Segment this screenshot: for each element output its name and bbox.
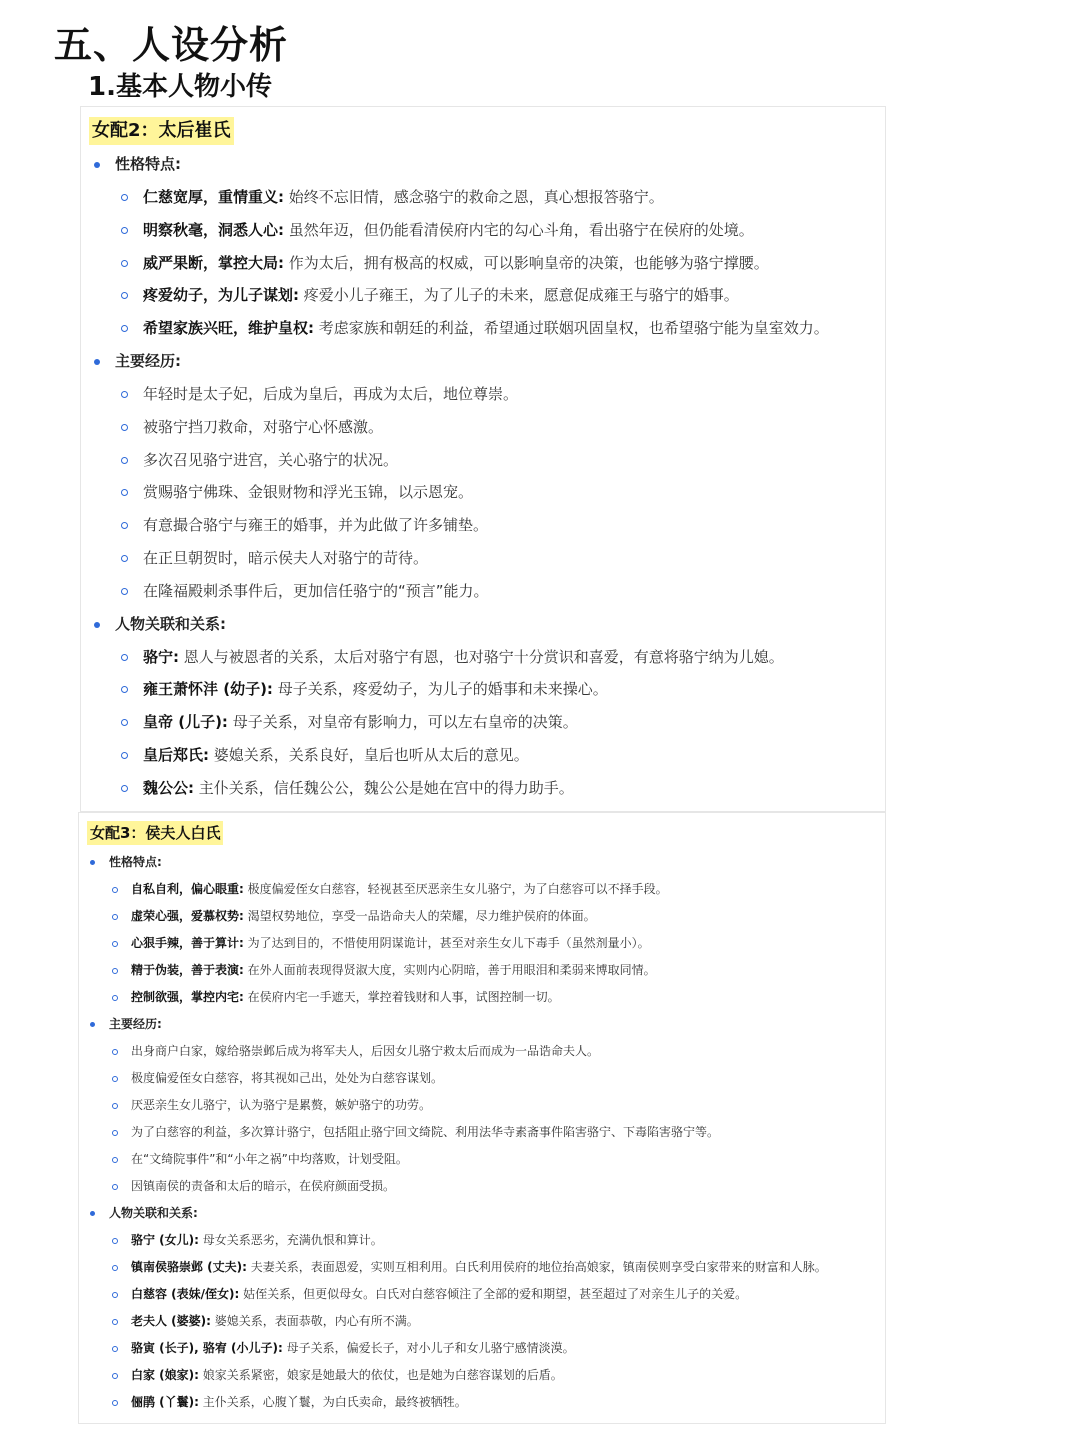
- section-heading: [87, 849, 885, 876]
- bullet-circle-icon: [121, 424, 128, 431]
- item-label: 老夫人 (婆婆):: [131, 1314, 211, 1328]
- sub-list: [87, 1227, 885, 1416]
- bullet-dot-icon: [94, 162, 100, 168]
- bullet-circle-icon: [112, 1373, 118, 1379]
- item-text: 作为太后，拥有极高的权威，可以影响皇帝的决策，也能够为骆宁撑腰。: [284, 253, 769, 272]
- item-text: 在隆福殿刺杀事件后，更加信任骆宁的“预言”能力。: [143, 581, 489, 600]
- bullet-circle-icon: [112, 1103, 118, 1109]
- bullet-circle-icon: [112, 1157, 118, 1163]
- item-text: 疼爱小儿子雍王，为了儿子的未来，愿意促成雍王与骆宁的婚事。: [299, 286, 739, 305]
- item-text: 考虑家族和朝廷的利益，希望通过联姻巩固皇权，也希望骆宁能为皇室效力。: [314, 319, 829, 338]
- item-label: 仁慈宽厚，重情重义:: [143, 188, 284, 206]
- item-label: 精于伪装，善于表演:: [131, 963, 244, 977]
- bullet-dot-icon: [90, 1022, 95, 1027]
- item-text: 厌恶亲生女儿骆宁，认为骆宁是累赘，嫉妒骆宁的功劳。: [131, 1098, 432, 1112]
- bullet-circle-icon: [112, 941, 118, 947]
- item-text: 母子关系，对皇帝有影响力，可以左右皇帝的决策。: [227, 713, 578, 732]
- section: [87, 1011, 885, 1200]
- item-text: 母子关系，偏爱长子，对小儿子和女儿骆宁感情淡漠。: [282, 1341, 575, 1355]
- list-item: [89, 673, 885, 706]
- bullet-circle-icon: [121, 654, 128, 661]
- list-item: [87, 1308, 885, 1335]
- list-item: [89, 509, 885, 542]
- list-item: [87, 930, 885, 957]
- item-text: 在“文绮院事件”和“小年之祸”中均落败，计划受阻。: [131, 1152, 408, 1166]
- card-title: 女配3：侯夫人白氏: [87, 821, 223, 845]
- item-text: 年轻时是太子妃，后成为皇后，再成为太后，地位尊崇。: [143, 384, 519, 403]
- item-label: 明察秋毫，洞悉人心:: [143, 220, 284, 239]
- subsection-heading: 1.基本人物小传: [88, 72, 272, 102]
- item-label: 威严果断，掌控大局:: [143, 253, 284, 272]
- bullet-circle-icon: [121, 457, 128, 464]
- item-label: 白慈容 (表妹/侄女):: [131, 1287, 240, 1301]
- bullet-circle-icon: [121, 227, 128, 234]
- list-item: [89, 411, 885, 444]
- item-text: 主仆关系，心腹丫鬟，为白氏卖命，最终被牺牲。: [198, 1395, 467, 1409]
- item-label: 骆宁 (女儿):: [131, 1233, 199, 1247]
- list-item: [89, 706, 885, 739]
- item-text: 被骆宁挡刀救命，对骆宁心怀感激。: [143, 417, 384, 436]
- item-text: 母女关系恶劣，充满仇恨和算计。: [198, 1233, 383, 1247]
- list-item: [89, 772, 885, 805]
- sub-list: [89, 641, 885, 805]
- bullet-circle-icon: [121, 588, 128, 595]
- item-label: 自私自利，偏心眼重:: [131, 882, 244, 896]
- item-label: 魏公公:: [143, 778, 194, 797]
- list-item: [87, 1335, 885, 1362]
- item-text: 主仆关系，信任魏公公，魏公公是她在宫中的得力助手。: [194, 778, 574, 797]
- bullet-circle-icon: [121, 325, 128, 332]
- item-text: 婆媳关系，关系良好，皇后也听从太后的意见。: [209, 745, 529, 764]
- card-sections: [87, 849, 885, 1416]
- section-heading: [89, 608, 885, 641]
- item-label: 骆寅 (长子), 骆宥 (小儿子):: [131, 1341, 283, 1355]
- item-text: 赏赐骆宁佛珠、金银财物和浮光玉锦，以示恩宠。: [143, 483, 474, 502]
- bullet-circle-icon: [112, 995, 118, 1001]
- bullet-circle-icon: [112, 1346, 118, 1352]
- list-item: [89, 181, 885, 214]
- item-text: 出身商户白家，嫁给骆崇邺后成为将军夫人，后因女儿骆宁救太后而成为一品诰命夫人。: [131, 1044, 600, 1058]
- list-item: [87, 1146, 885, 1173]
- item-text: 虽然年迈，但仍能看清侯府内宅的勾心斗角，看出骆宁在侯府的处境。: [284, 220, 754, 239]
- bullet-circle-icon: [121, 785, 128, 792]
- section-heading-text: 人物关联和关系:: [115, 614, 226, 633]
- item-text: 娘家关系紧密，娘家是她最大的依仗，也是她为白慈容谋划的后盾。: [198, 1368, 563, 1382]
- item-text: 姑侄关系，但更似母女。白氏对白慈容倾注了全部的爱和期望，甚至超过了对亲生儿子的关爱。: [239, 1287, 748, 1301]
- list-item: [87, 903, 885, 930]
- bullet-dot-icon: [94, 359, 100, 365]
- list-item: [87, 1065, 885, 1092]
- item-text: 在外人面前表现得贤淑大度，实则内心阴暗，善于用眼泪和柔弱来博取同情。: [243, 963, 656, 977]
- item-text: 夫妻关系，表面恩爱，实则互相利用。白氏利用侯府的地位抬高娘家，镇南侯则享受白家带来的财富和人脉。: [246, 1260, 827, 1274]
- bullet-circle-icon: [121, 292, 128, 299]
- list-item: [89, 444, 885, 477]
- item-label: 白家 (娘家):: [131, 1368, 199, 1382]
- item-text: 母子关系，疼爱幼子，为儿子的婚事和未来操心。: [272, 680, 608, 699]
- bullet-circle-icon: [112, 1319, 118, 1325]
- item-label: 心狠手辣，善于算计:: [131, 936, 244, 950]
- bullet-circle-icon: [121, 522, 128, 529]
- item-label: 皇后郑氏:: [143, 745, 209, 764]
- item-label: 俪鹃 (丫鬟):: [131, 1395, 199, 1409]
- list-item: [89, 378, 885, 411]
- bullet-circle-icon: [121, 489, 128, 496]
- list-item: [89, 279, 885, 312]
- item-text: 渴望权势地位，享受一品诰命夫人的荣耀，尽力维护侯府的体面。: [243, 909, 596, 923]
- section-heading-text: 性格特点:: [109, 855, 162, 869]
- section-heading-text: 主要经历:: [115, 351, 181, 370]
- item-label: 控制欲强，掌控内宅:: [131, 990, 244, 1004]
- list-item: [87, 1173, 885, 1200]
- list-item: [89, 575, 885, 608]
- section: [89, 148, 885, 345]
- section: [89, 608, 885, 805]
- bullet-circle-icon: [112, 1265, 118, 1271]
- section: [87, 849, 885, 1011]
- list-item: [89, 312, 885, 345]
- bullet-circle-icon: [112, 1130, 118, 1136]
- bullet-circle-icon: [121, 686, 128, 693]
- bullet-circle-icon: [112, 1238, 118, 1244]
- bullet-circle-icon: [121, 555, 128, 562]
- sub-list: [87, 1038, 885, 1200]
- bullet-circle-icon: [121, 391, 128, 398]
- list-item: [87, 957, 885, 984]
- list-item: [89, 214, 885, 247]
- item-text: 始终不忘旧情，感念骆宁的救命之恩，真心想报答骆宁。: [284, 188, 664, 206]
- list-item: [89, 247, 885, 280]
- list-item: [87, 1119, 885, 1146]
- list-item: [87, 1281, 885, 1308]
- section-heading-text: 性格特点:: [115, 155, 181, 173]
- item-label: 骆宁:: [143, 647, 179, 666]
- bullet-circle-icon: [112, 887, 118, 893]
- item-text: 在侯府内宅一手遮天，掌控着钱财和人事，试图控制一切。: [243, 990, 560, 1004]
- bullet-circle-icon: [121, 194, 128, 201]
- character-card-taihou: [80, 106, 886, 812]
- section-heading: [89, 148, 885, 181]
- item-text: 因镇南侯的责备和太后的暗示，在侯府颜面受损。: [131, 1179, 396, 1193]
- section-heading: [87, 1200, 885, 1227]
- section-heading: [87, 1011, 885, 1038]
- section-heading-text: 人物关联和关系:: [109, 1206, 198, 1220]
- section: [87, 1200, 885, 1416]
- item-text: 在正旦朝贺时，暗示侯夫人对骆宁的苛待。: [143, 548, 429, 567]
- list-item: [87, 1362, 885, 1389]
- bullet-circle-icon: [112, 1184, 118, 1190]
- bullet-circle-icon: [121, 260, 128, 267]
- section: [89, 345, 885, 608]
- list-item: [87, 1227, 885, 1254]
- section-heading: [89, 345, 885, 378]
- item-text: 极度偏爱侄女白慈容，轻视甚至厌恶亲生女儿骆宁，为了白慈容可以不择手段。: [243, 882, 668, 896]
- list-item: [89, 476, 885, 509]
- item-text: 恩人与被恩者的关系，太后对骆宁有恩，也对骆宁十分赏识和喜爱，有意将骆宁纳为儿媳。: [179, 647, 784, 666]
- item-label: 镇南侯骆崇邺 (丈夫):: [131, 1260, 247, 1274]
- item-text: 极度偏爱侄女白慈容，将其视如己出，处处为白慈容谋划。: [131, 1071, 444, 1085]
- character-card-houfuren: [78, 812, 886, 1424]
- item-label: 虚荣心强，爱慕权势:: [131, 909, 244, 923]
- item-text: 有意撮合骆宁与雍王的婚事，并为此做了许多铺垫。: [143, 516, 489, 535]
- sub-list: [87, 876, 885, 1011]
- bullet-circle-icon: [112, 914, 118, 920]
- bullet-circle-icon: [112, 1049, 118, 1055]
- bullet-circle-icon: [121, 752, 128, 759]
- item-text: 为了白慈容的利益，多次算计骆宁，包括阻止骆宁回文绮院、利用法华寺素斋事件陷害骆宁、下毒陷害骆宁等。: [131, 1125, 720, 1139]
- list-item: [89, 739, 885, 772]
- item-label: 皇帝 (儿子):: [143, 713, 228, 732]
- item-label: 雍王萧怀沣 (幼子):: [143, 680, 273, 699]
- card-sections: [89, 148, 885, 805]
- bullet-circle-icon: [112, 968, 118, 974]
- list-item: [87, 1254, 885, 1281]
- bullet-dot-icon: [94, 622, 100, 628]
- section-heading: 五、人设分析: [54, 23, 289, 67]
- item-text: 多次召见骆宁进宫，关心骆宁的状况。: [143, 450, 399, 469]
- list-item: [89, 542, 885, 575]
- section-heading-text: 主要经历:: [109, 1017, 162, 1031]
- bullet-dot-icon: [90, 1211, 95, 1216]
- list-item: [87, 1092, 885, 1119]
- sub-list: [89, 181, 885, 345]
- bullet-circle-icon: [121, 719, 128, 726]
- bullet-circle-icon: [112, 1292, 118, 1298]
- bullet-circle-icon: [112, 1076, 118, 1082]
- list-item: [87, 1389, 885, 1416]
- bullet-circle-icon: [112, 1400, 118, 1406]
- item-label: 希望家族兴旺，维护皇权:: [143, 319, 314, 338]
- card-title: 女配2：太后崔氏: [89, 117, 234, 145]
- sub-list: [89, 378, 885, 608]
- item-text: 为了达到目的，不惜使用阴谋诡计，甚至对亲生女儿下毒手（虽然剂量小）。: [243, 936, 650, 950]
- list-item: [87, 984, 885, 1011]
- bullet-dot-icon: [90, 860, 95, 865]
- list-item: [89, 641, 885, 674]
- item-label: 疼爱幼子，为儿子谋划:: [143, 286, 299, 305]
- list-item: [87, 876, 885, 903]
- item-text: 婆媳关系，表面恭敬，内心有所不满。: [210, 1314, 419, 1328]
- list-item: [87, 1038, 885, 1065]
